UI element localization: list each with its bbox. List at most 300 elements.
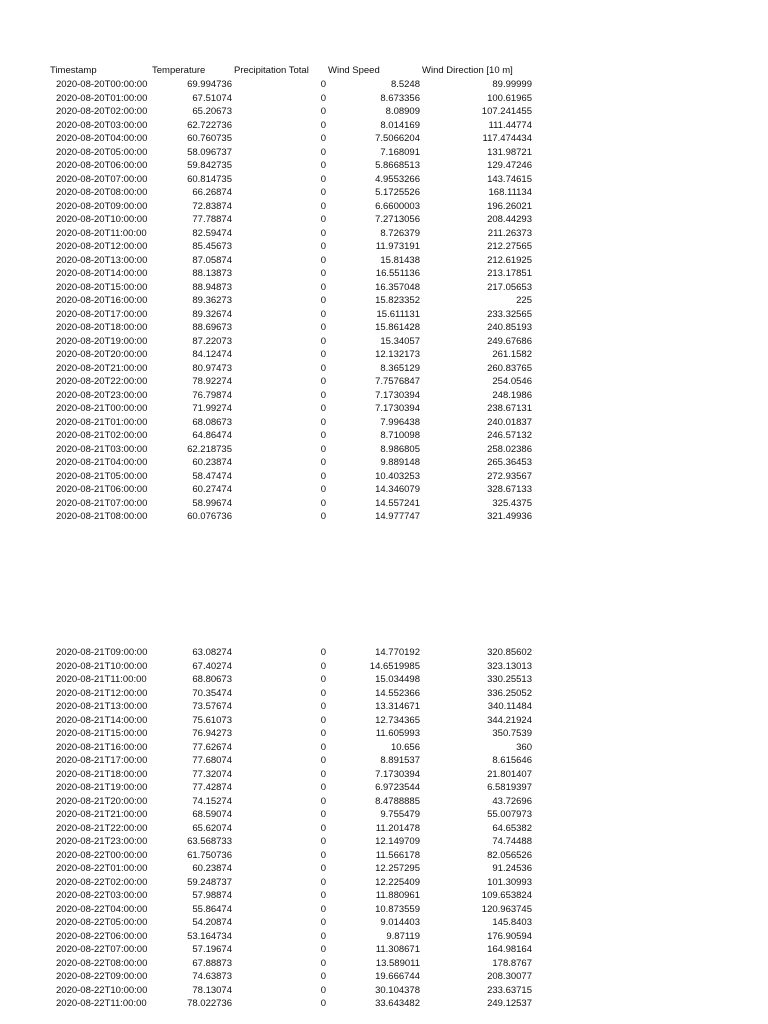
table-row: [0, 173, 768, 187]
table-row: [0, 795, 768, 809]
timestamp-cell: 2020-08-21T00:00:00: [56, 403, 148, 414]
wind-direction-cell: 350.7539: [492, 728, 532, 739]
header-timestamp: Timestamp: [50, 65, 97, 76]
timestamp-cell: 2020-08-20T18:00:00: [56, 322, 148, 333]
wind-speed-cell: 11.973191: [375, 241, 420, 252]
timestamp-cell: 2020-08-21T09:00:00: [56, 647, 148, 658]
wind-speed-cell: 10.403253: [375, 470, 420, 482]
wind-direction-cell: 254.0546: [492, 376, 532, 387]
temperature-cell: 82.59474: [192, 227, 232, 239]
precipitation-cell: 0: [320, 822, 326, 834]
precipitation-cell: 0: [320, 890, 326, 901]
temperature-cell: 63.568733: [187, 836, 232, 847]
wind-direction-cell: 145.8403: [492, 917, 532, 928]
temperature-cell: 78.13074: [192, 984, 232, 996]
timestamp-cell: 2020-08-21T10:00:00: [56, 660, 148, 672]
table-row: [0, 186, 768, 200]
wind-direction-cell: 330.25513: [487, 674, 532, 685]
precipitation-cell: 0: [320, 836, 326, 847]
table-row: [0, 308, 768, 322]
wind-direction-cell: 176.90594: [487, 930, 532, 942]
temperature-cell: 67.88873: [192, 957, 232, 969]
temperature-cell: 75.61073: [192, 714, 232, 726]
table-row: [0, 281, 768, 295]
wind-direction-cell: 360: [516, 741, 532, 753]
wind-direction-cell: 258.02386: [487, 443, 532, 455]
precipitation-cell: 0: [320, 863, 326, 874]
wind-speed-cell: 8.4788885: [375, 795, 420, 807]
temperature-cell: 69.994736: [187, 79, 232, 90]
table-header: [0, 64, 768, 78]
wind-speed-cell: 15.81438: [380, 254, 420, 266]
timestamp-cell: 2020-08-22T09:00:00: [56, 971, 148, 982]
precipitation-cell: 0: [320, 755, 326, 766]
temperature-cell: 68.80673: [192, 674, 232, 685]
temperature-cell: 70.35474: [192, 687, 232, 699]
wind-speed-cell: 8.986805: [380, 443, 420, 455]
temperature-cell: 74.15274: [192, 795, 232, 807]
wind-direction-cell: 248.1986: [492, 389, 532, 401]
precipitation-cell: 0: [320, 362, 326, 374]
temperature-cell: 58.99674: [192, 497, 232, 509]
temperature-cell: 78.022736: [187, 998, 232, 1009]
wind-speed-cell: 7.7576847: [375, 376, 420, 387]
table-row: [0, 497, 768, 511]
precipitation-cell: 0: [320, 903, 326, 915]
wind-direction-cell: 249.12537: [487, 998, 532, 1009]
temperature-cell: 77.78874: [192, 214, 232, 225]
wind-direction-cell: 74.74488: [492, 836, 532, 847]
precipitation-cell: 0: [320, 214, 326, 225]
table-row: [0, 754, 768, 768]
timestamp-cell: 2020-08-21T03:00:00: [56, 443, 148, 455]
precipitation-cell: 0: [320, 227, 326, 239]
wind-speed-cell: 7.168091: [380, 146, 420, 158]
timestamp-cell: 2020-08-22T00:00:00: [56, 849, 148, 861]
precipitation-cell: 0: [320, 728, 326, 739]
precipitation-cell: 0: [320, 714, 326, 726]
timestamp-cell: 2020-08-20T13:00:00: [56, 254, 148, 266]
wind-speed-cell: 7.1730394: [375, 403, 420, 414]
timestamp-cell: 2020-08-21T17:00:00: [56, 755, 148, 766]
timestamp-cell: 2020-08-22T06:00:00: [56, 930, 148, 942]
table-row: [0, 835, 768, 849]
precipitation-cell: 0: [320, 349, 326, 360]
wind-direction-cell: 208.30077: [487, 971, 532, 982]
timestamp-cell: 2020-08-20T19:00:00: [56, 335, 148, 347]
precipitation-cell: 0: [320, 376, 326, 387]
precipitation-cell: 0: [320, 497, 326, 509]
table-row: [0, 727, 768, 741]
temperature-cell: 54.20874: [192, 917, 232, 928]
timestamp-cell: 2020-08-21T02:00:00: [56, 430, 148, 441]
temperature-cell: 85.45673: [192, 241, 232, 252]
precipitation-cell: 0: [320, 106, 326, 117]
wind-direction-cell: 320.85602: [487, 647, 532, 658]
temperature-cell: 67.40274: [192, 660, 232, 672]
table-row: [0, 348, 768, 362]
precipitation-cell: 0: [320, 281, 326, 293]
table-row: [0, 254, 768, 268]
table-row: [0, 92, 768, 106]
timestamp-cell: 2020-08-20T03:00:00: [56, 119, 148, 131]
wind-speed-cell: 8.891537: [380, 755, 420, 766]
table-row: [0, 970, 768, 984]
precipitation-cell: 0: [320, 268, 326, 279]
wind-direction-cell: 240.85193: [487, 322, 532, 333]
temperature-cell: 60.760735: [187, 133, 232, 144]
wind-speed-cell: 13.589011: [375, 957, 420, 969]
wind-direction-cell: 100.61965: [487, 92, 532, 104]
precipitation-cell: 0: [320, 92, 326, 104]
temperature-cell: 64.86474: [192, 430, 232, 441]
wind-direction-cell: 21.801407: [487, 768, 532, 780]
table-row: [0, 240, 768, 254]
wind-direction-cell: 55.007973: [487, 809, 532, 820]
table-row: [0, 213, 768, 227]
wind-speed-cell: 11.566178: [375, 849, 420, 861]
timestamp-cell: 2020-08-21T01:00:00: [56, 416, 148, 428]
timestamp-cell: 2020-08-22T08:00:00: [56, 957, 148, 969]
table-row: [0, 267, 768, 281]
temperature-cell: 62.722736: [187, 119, 232, 131]
wind-speed-cell: 12.225409: [375, 876, 420, 888]
wind-speed-cell: 14.346079: [375, 484, 420, 495]
temperature-cell: 66.26874: [192, 187, 232, 198]
temperature-cell: 60.27474: [192, 484, 232, 495]
precipitation-cell: 0: [320, 957, 326, 969]
wind-speed-cell: 12.734365: [375, 714, 420, 726]
temperature-cell: 89.36273: [192, 295, 232, 306]
timestamp-cell: 2020-08-20T10:00:00: [56, 214, 148, 225]
timestamp-cell: 2020-08-21T19:00:00: [56, 782, 148, 793]
timestamp-cell: 2020-08-22T03:00:00: [56, 890, 148, 901]
temperature-cell: 76.79874: [192, 389, 232, 401]
wind-speed-cell: 5.8668513: [375, 160, 420, 171]
timestamp-cell: 2020-08-21T20:00:00: [56, 795, 148, 807]
temperature-cell: 63.08274: [192, 647, 232, 658]
temperature-cell: 60.23874: [192, 863, 232, 874]
precipitation-cell: 0: [320, 146, 326, 158]
table-row: [0, 510, 768, 524]
precipitation-cell: 0: [320, 741, 326, 753]
timestamp-cell: 2020-08-20T05:00:00: [56, 146, 148, 158]
wind-direction-cell: 91.24536: [492, 863, 532, 874]
wind-speed-cell: 14.770192: [375, 647, 420, 658]
precipitation-cell: 0: [320, 443, 326, 455]
timestamp-cell: 2020-08-20T06:00:00: [56, 160, 148, 171]
timestamp-cell: 2020-08-22T11:00:00: [56, 998, 147, 1009]
wind-direction-cell: 233.63715: [487, 984, 532, 996]
temperature-cell: 87.05874: [192, 254, 232, 266]
table-row: [0, 146, 768, 160]
precipitation-cell: 0: [320, 768, 326, 780]
wind-speed-cell: 12.132173: [375, 349, 420, 360]
wind-direction-cell: 211.26373: [487, 227, 532, 239]
precipitation-cell: 0: [320, 687, 326, 699]
header-wind-speed: Wind Speed: [328, 65, 380, 76]
table-row: [0, 483, 768, 497]
wind-speed-cell: 11.880961: [375, 890, 420, 901]
temperature-cell: 58.096737: [187, 146, 232, 158]
wind-speed-cell: 7.2713056: [375, 214, 420, 225]
wind-direction-cell: 208.44293: [487, 214, 532, 225]
timestamp-cell: 2020-08-20T20:00:00: [56, 349, 148, 360]
precipitation-cell: 0: [320, 849, 326, 861]
table-row: [0, 456, 768, 470]
wind-direction-cell: 323.13013: [487, 660, 532, 672]
temperature-cell: 60.814735: [187, 173, 232, 185]
wind-direction-cell: 117.474434: [482, 133, 532, 144]
wind-speed-cell: 33.643482: [375, 998, 420, 1009]
wind-direction-cell: 101.30993: [487, 876, 532, 888]
temperature-cell: 76.94273: [192, 728, 232, 739]
wind-speed-cell: 14.977747: [375, 511, 420, 522]
timestamp-cell: 2020-08-20T21:00:00: [56, 362, 148, 374]
wind-direction-cell: 225: [516, 295, 532, 306]
timestamp-cell: 2020-08-21T08:00:00: [56, 511, 148, 522]
wind-speed-cell: 9.889148: [380, 457, 420, 468]
precipitation-cell: 0: [320, 335, 326, 347]
temperature-cell: 88.69673: [192, 322, 232, 333]
table-row: [0, 849, 768, 863]
wind-direction-cell: 344.21924: [487, 714, 532, 726]
table-row: [0, 714, 768, 728]
table-row: [0, 362, 768, 376]
temperature-cell: 57.98874: [192, 890, 232, 901]
wind-direction-cell: 336.25052: [487, 687, 532, 699]
wind-speed-cell: 11.308671: [375, 944, 420, 955]
precipitation-cell: 0: [320, 511, 326, 522]
wind-direction-cell: 43.72696: [492, 795, 532, 807]
temperature-cell: 65.20673: [192, 106, 232, 117]
temperature-cell: 77.68074: [192, 755, 232, 766]
timestamp-cell: 2020-08-20T01:00:00: [56, 92, 148, 104]
temperature-cell: 68.08673: [192, 416, 232, 428]
wind-speed-cell: 9.87119: [386, 930, 420, 942]
timestamp-cell: 2020-08-21T06:00:00: [56, 484, 148, 495]
table-row: [0, 402, 768, 416]
wind-speed-cell: 13.314671: [375, 701, 420, 712]
wind-speed-cell: 14.552366: [375, 687, 420, 699]
table-row: [0, 997, 768, 1011]
timestamp-cell: 2020-08-22T05:00:00: [56, 917, 148, 928]
wind-speed-cell: 16.357048: [375, 281, 420, 293]
precipitation-cell: 0: [320, 917, 326, 928]
precipitation-cell: 0: [320, 308, 326, 320]
wind-direction-cell: 107.241455: [481, 106, 532, 117]
table-row: [0, 294, 768, 308]
wind-speed-cell: 19.666744: [375, 971, 420, 982]
precipitation-cell: 0: [320, 998, 326, 1009]
wind-direction-cell: 196.26021: [487, 200, 532, 212]
precipitation-cell: 0: [320, 484, 326, 495]
temperature-cell: 88.13873: [192, 268, 232, 279]
wind-speed-cell: 7.996438: [380, 416, 420, 428]
table-row: [0, 741, 768, 755]
timestamp-cell: 2020-08-21T11:00:00: [56, 674, 147, 685]
wind-speed-cell: 7.1730394: [375, 389, 420, 401]
precipitation-cell: 0: [320, 173, 326, 185]
timestamp-cell: 2020-08-20T07:00:00: [56, 173, 148, 185]
precipitation-cell: 0: [320, 241, 326, 252]
table-row: [0, 984, 768, 998]
temperature-cell: 58.47474: [192, 470, 232, 482]
wind-speed-cell: 8.710098: [380, 430, 420, 441]
wind-direction-cell: 325.4375: [492, 497, 532, 509]
timestamp-cell: 2020-08-22T02:00:00: [56, 876, 148, 888]
wind-speed-cell: 11.201478: [375, 822, 420, 834]
wind-direction-cell: 272.93567: [487, 470, 532, 482]
table-row: [0, 132, 768, 146]
precipitation-cell: 0: [320, 809, 326, 820]
timestamp-cell: 2020-08-21T12:00:00: [56, 687, 148, 699]
wind-speed-cell: 15.823352: [375, 295, 420, 306]
wind-speed-cell: 15.034498: [375, 674, 420, 685]
wind-direction-cell: 64.65382: [492, 822, 532, 834]
precipitation-cell: 0: [320, 389, 326, 401]
wind-speed-cell: 9.014403: [380, 917, 420, 928]
temperature-cell: 59.248737: [187, 876, 232, 888]
temperature-cell: 77.32074: [192, 768, 232, 780]
precipitation-cell: 0: [320, 119, 326, 131]
timestamp-cell: 2020-08-20T00:00:00: [56, 79, 148, 90]
table-row: [0, 470, 768, 484]
wind-direction-cell: 213.17851: [487, 268, 532, 279]
header-precipitation: Precipitation Total: [234, 65, 309, 76]
precipitation-cell: 0: [320, 254, 326, 266]
timestamp-cell: 2020-08-20T02:00:00: [56, 106, 148, 117]
wind-speed-cell: 4.9553266: [375, 173, 420, 185]
precipitation-cell: 0: [320, 200, 326, 212]
temperature-cell: 74.63873: [192, 971, 232, 982]
table-row: [0, 227, 768, 241]
timestamp-cell: 2020-08-21T04:00:00: [56, 457, 148, 468]
wind-direction-cell: 89.99999: [492, 79, 532, 90]
table-row: [0, 646, 768, 660]
table-row: [0, 159, 768, 173]
table-row: [0, 443, 768, 457]
temperature-cell: 84.12474: [192, 349, 232, 360]
precipitation-cell: 0: [320, 160, 326, 171]
header-wind-direction: Wind Direction [10 m]: [422, 65, 513, 76]
wind-speed-cell: 8.014169: [380, 119, 420, 131]
table-row: [0, 862, 768, 876]
table-row: [0, 903, 768, 917]
wind-direction-cell: 328.67133: [487, 484, 532, 495]
wind-direction-cell: 178.8767: [492, 957, 532, 969]
temperature-cell: 67.51074: [192, 92, 232, 104]
timestamp-cell: 2020-08-21T14:00:00: [56, 714, 148, 726]
temperature-cell: 87.22073: [192, 335, 232, 347]
temperature-cell: 60.076736: [187, 511, 232, 522]
table-row: [0, 200, 768, 214]
table-row: [0, 916, 768, 930]
table-row: [0, 781, 768, 795]
precipitation-cell: 0: [320, 674, 326, 685]
wind-direction-cell: 238.67131: [487, 403, 532, 414]
wind-speed-cell: 7.5066204: [375, 133, 420, 144]
wind-direction-cell: 321.49936: [487, 511, 532, 522]
wind-speed-cell: 8.726379: [380, 227, 420, 239]
wind-speed-cell: 5.1725526: [375, 187, 420, 198]
precipitation-cell: 0: [320, 971, 326, 982]
precipitation-cell: 0: [320, 457, 326, 468]
wind-direction-cell: 212.27565: [487, 241, 532, 252]
timestamp-cell: 2020-08-21T05:00:00: [56, 470, 148, 482]
temperature-cell: 71.99274: [192, 403, 232, 414]
wind-direction-cell: 249.67686: [487, 335, 532, 347]
wind-speed-cell: 9.755479: [380, 809, 420, 820]
wind-speed-cell: 15.861428: [375, 322, 420, 333]
precipitation-cell: 0: [320, 782, 326, 793]
table-row: [0, 375, 768, 389]
table-row: [0, 768, 768, 782]
table-row: [0, 957, 768, 971]
timestamp-cell: 2020-08-21T16:00:00: [56, 741, 148, 753]
precipitation-cell: 0: [320, 187, 326, 198]
timestamp-cell: 2020-08-20T04:00:00: [56, 133, 148, 144]
wind-direction-cell: 261.1582: [492, 349, 532, 360]
table-row: [0, 660, 768, 674]
wind-speed-cell: 14.6519985: [369, 660, 420, 672]
temperature-cell: 80.97473: [192, 362, 232, 374]
temperature-cell: 88.94873: [192, 281, 232, 293]
precipitation-cell: 0: [320, 295, 326, 306]
precipitation-cell: 0: [320, 430, 326, 441]
wind-direction-cell: 340.11484: [487, 701, 532, 712]
wind-direction-cell: 8.615646: [492, 755, 532, 766]
precipitation-cell: 0: [320, 79, 326, 90]
timestamp-cell: 2020-08-20T09:00:00: [56, 200, 148, 212]
timestamp-cell: 2020-08-21T07:00:00: [56, 497, 148, 509]
wind-direction-cell: 217.05653: [487, 281, 532, 293]
timestamp-cell: 2020-08-20T22:00:00: [56, 376, 148, 387]
wind-speed-cell: 6.6600003: [375, 200, 420, 212]
wind-direction-cell: 246.57132: [487, 430, 532, 441]
wind-speed-cell: 12.149709: [375, 836, 420, 847]
timestamp-cell: 2020-08-22T04:00:00: [56, 903, 148, 915]
wind-speed-cell: 14.557241: [375, 497, 420, 509]
table-row: [0, 889, 768, 903]
table-row: [0, 673, 768, 687]
temperature-cell: 77.42874: [192, 782, 232, 793]
timestamp-cell: 2020-08-20T15:00:00: [56, 281, 148, 293]
precipitation-cell: 0: [320, 876, 326, 888]
header-temperature: Temperature: [152, 65, 206, 76]
precipitation-cell: 0: [320, 984, 326, 996]
table-row: [0, 876, 768, 890]
timestamp-cell: 2020-08-21T23:00:00: [56, 836, 148, 847]
wind-direction-cell: 111.44774: [488, 119, 532, 131]
table-row: [0, 416, 768, 430]
table-row: [0, 822, 768, 836]
wind-direction-cell: 109.653824: [481, 890, 532, 901]
precipitation-cell: 0: [320, 416, 326, 428]
wind-speed-cell: 7.1730394: [375, 768, 420, 780]
temperature-cell: 55.86474: [192, 903, 232, 915]
table-row: [0, 389, 768, 403]
precipitation-cell: 0: [320, 701, 326, 712]
wind-speed-cell: 8.365129: [380, 362, 420, 374]
precipitation-cell: 0: [320, 403, 326, 414]
table-row: [0, 930, 768, 944]
precipitation-cell: 0: [320, 322, 326, 333]
timestamp-cell: 2020-08-21T15:00:00: [56, 728, 148, 739]
wind-speed-cell: 16.551136: [375, 268, 420, 279]
temperature-cell: 68.59074: [192, 809, 232, 820]
wind-speed-cell: 8.5248: [390, 79, 420, 90]
